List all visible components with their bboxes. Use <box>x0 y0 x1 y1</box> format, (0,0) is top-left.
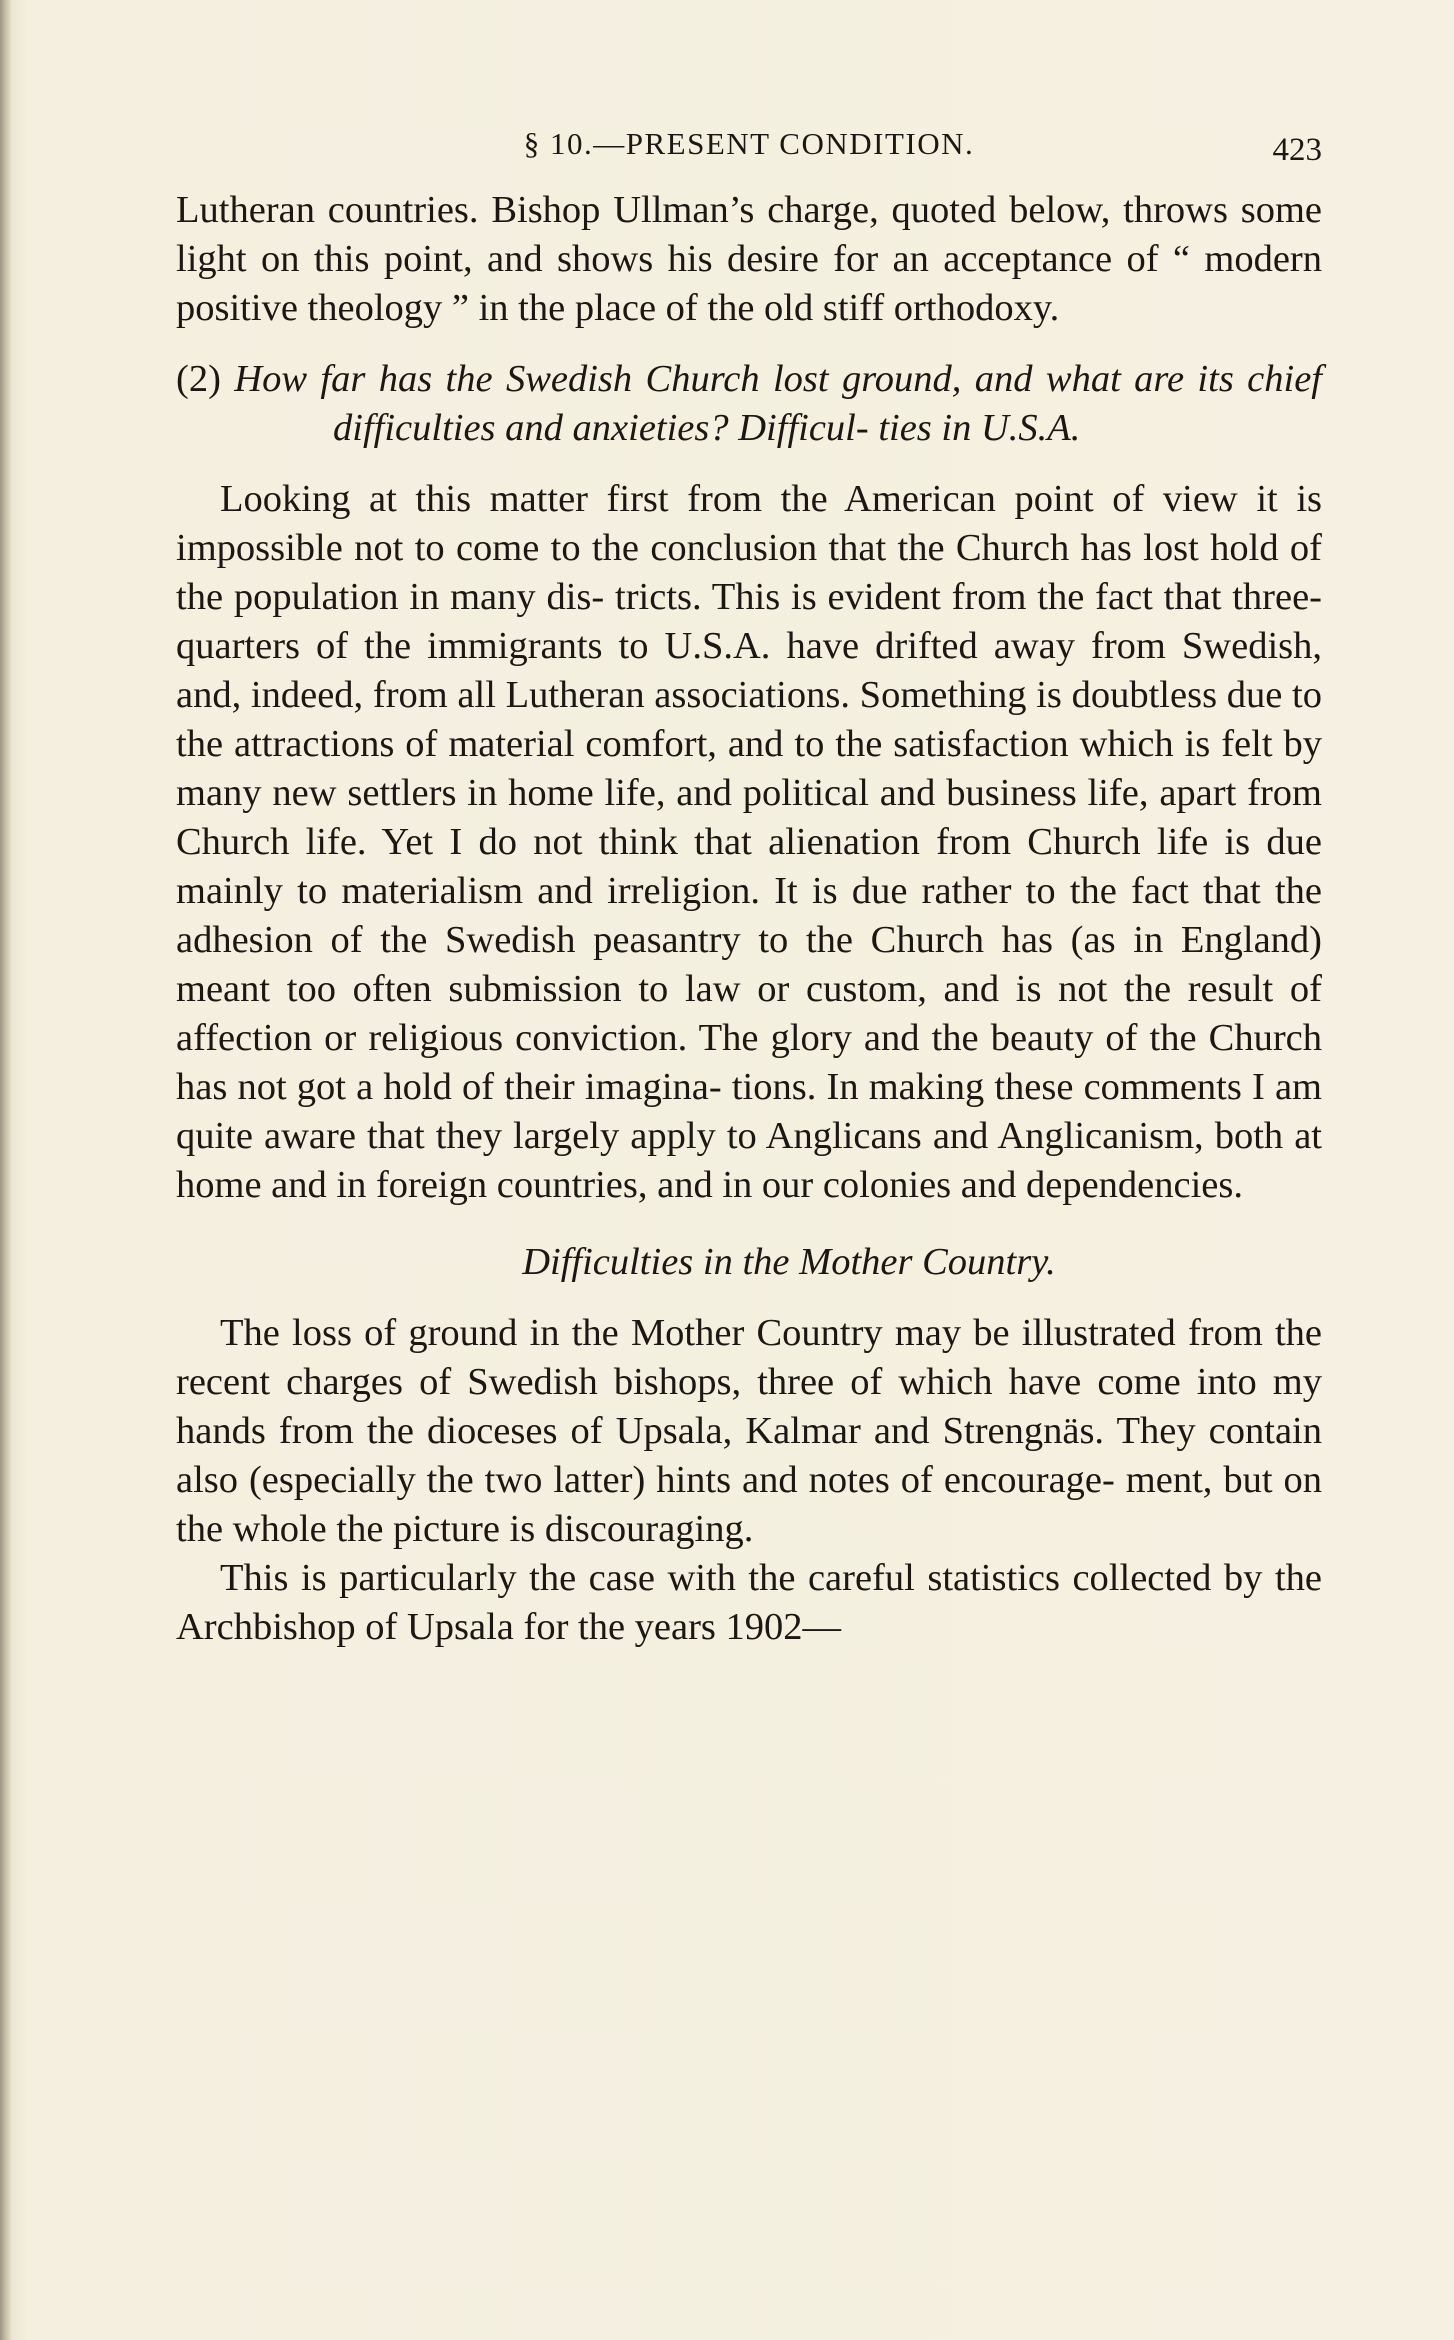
question-number: (2) <box>176 358 221 400</box>
paragraph-mother-country: The loss of ground in the Mother Country may be illustrated from the recent charges of Swedish bishops, three of which have come into my hands from the dioceses of Upsala, Kalmar and Strengnäs. They contain also (especially the two latter) hints and notes of encourage- ment, but on the whole the picture is discouraging. <box>176 1312 1322 1550</box>
paragraph-lutheran-countries: Lutheran countries. Bishop Ullman’s charge, quoted below, throws some light on this point, and shows his desire for an acceptance of “ modern positive theology ” in the place of the old stiff orthodoxy. <box>176 189 1322 329</box>
question-text: How far has the Swedish Church lost ground, and what are its chief difficulties and anxieties? Difficul- ties in U.S.A. <box>234 358 1322 449</box>
question-item-2 <box>176 355 1322 453</box>
page-number: 423 <box>1272 132 1322 168</box>
running-head <box>176 122 1322 172</box>
paragraph-statistics: This is particularly the case with the careful statistics collected by the Archbishop of Upsala for the years 1902— <box>176 1557 1322 1648</box>
body-text <box>176 186 1322 1652</box>
paragraph-american-view: Looking at this matter first from the American point of view it is impossible not to come to the conclusion that the Church has lost hold of the population in many dis- tricts. This is evident from the fact that three-quarters of the immigrants to U.S.A. have drifted away from Swedish, and, indeed, from all Lutheran associations. Something is doubtless due to the attractions of material comfort, and to the satisfaction which is felt by many new settlers in home life, and political and business life, apart from Church life. Yet I do not think that alienation from Church life is due mainly to materialism and irreligion. It is due rather to the fact that the adhesion of the Swedish peasantry to the Church has (as in England) meant too often submission to law or custom, and is not the result of affection or religious conviction. The glory and the beauty of the Church has not got a hold of their imagina- tions. In making these comments I am quite aware that they largely apply to Anglicans and Anglicanism, both at home and in foreign countries, and in our colonies and dependencies. <box>176 478 1322 1206</box>
section-heading: Difficulties in the Mother Country. <box>522 1241 1056 1283</box>
running-title: § 10.—PRESENT CONDITION. <box>523 126 975 161</box>
binding-edge <box>0 0 12 2340</box>
